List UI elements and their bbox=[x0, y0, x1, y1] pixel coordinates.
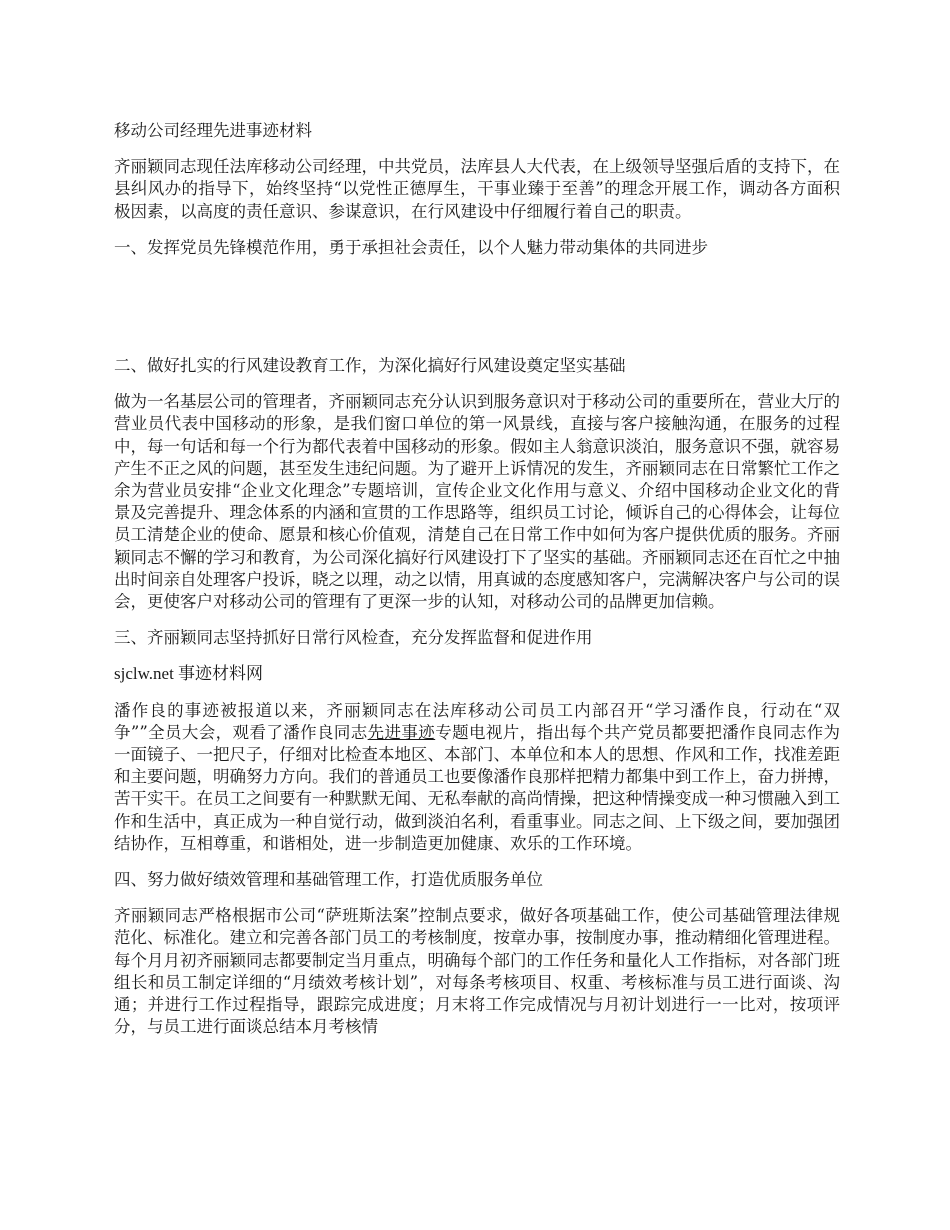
section-heading-1: 一、发挥党员先锋模范作用，勇于承担社会责任，以个人魅力带动集体的共同进步 bbox=[114, 237, 708, 257]
section-heading-3: 三、齐丽颖同志坚持抓好日常行风检查，充分发挥监督和促进作用 bbox=[114, 628, 593, 648]
section-heading-2: 二、做好扎实的行风建设教育工作，为深化搞好行风建设奠定坚实基础 bbox=[114, 356, 626, 376]
section-3-text-b: 专题电视片，指出每个共产党员都要把潘作良同志作为一面镜子、一把尺子，仔细对比检查本地区、本部门、本单位和本人的思想、作风和工作，找准差距和主要问题，明确努力方向。我们的普通员工也要像潘作良那样把精力都集中到工作上，奋力拼搏，苦干实干。在员工之间要有一种默默无闻、无私奉献的高尚情操，把这种情操变成一种习惯融入到工作和生活中，真正成为一种自觉行动，做到淡泊名利，看重事业。同志之间、上下级之间，要加强团结协作，互相尊重，和谐相处，进一步制造更加健康、欢乐的工作环境。 bbox=[114, 722, 841, 853]
section-heading-4: 四、努力做好绩效管理和基础管理工作，打造优质服务单位 bbox=[114, 870, 543, 890]
section-3-text-a: 潘作良的事迹被报道以来，齐丽颖同志在法库移动公司员工内部召开“学习潘作良，行动在“双争””全员大会，观看了潘作良同志 bbox=[114, 700, 840, 742]
section-4-paragraph: 齐丽颖同志严格根据市公司“萨班斯法案”控制点要求，做好各项基础工作，使公司基础管理法律规范化、标准化。建立和完善各部门员工的考核制度，按章办事，按制度办事，推动精细化管理进程。每个月月初齐丽颖同志都要制定当月重点，明确每个部门的工作任务和量化人工作指标，对各部门班组长和员工制定详细的“月绩效考核计划”，对每条考核项目、权重、考核标准与员工进行面谈、沟通；并进行工作过程指导，跟踪完成进度；月末将工作完成情况与月初计划进行一一比对，按项评分，与员工进行面谈总结本月考核情 bbox=[114, 906, 840, 1037]
section-3-paragraph bbox=[114, 700, 840, 855]
document-title: 移动公司经理先进事迹材料 bbox=[114, 121, 312, 140]
site-label: sjclw.net 事迹材料网 bbox=[114, 664, 264, 684]
advanced-deeds-link[interactable]: 先进事迹 bbox=[367, 722, 436, 742]
intro-paragraph: 齐丽颖同志现任法库移动公司经理，中共党员，法库县人大代表，在上级领导坚强后盾的支持下，在县纠风办的指导下，始终坚持“以党性正德厚生，干事业臻于至善”的理念开展工作，调动各方面积极因素，以高度的责任意识、参谋意识，在行风建设中仔细履行着自己的职责。 bbox=[114, 157, 840, 221]
document-page bbox=[114, 120, 840, 1053]
section-2-paragraph: 做为一名基层公司的管理者，齐丽颖同志充分认识到服务意识对于移动公司的重要所在，营业大厅的营业员代表中国移动的形象，是我们窗口单位的第一风景线，直接与客户接触沟通，在服务的过程中，每一句话和每一个行为都代表着中国移动的形象。假如主人翁意识淡泊，服务意识不强，就容易产生不正之风的问题，甚至发生违纪问题。为了避开上诉情况的发生，齐丽颖同志在日常繁忙工作之余为营业员安排“企业文化理念”专题培训，宣传企业文化作用与意义、介绍中国移动企业文化的背景及完善提升、理念体系的内涵和宣贯的工作思路等，组织员工讨论，倾诉自己的心得体会，让每位员工清楚企业的使命、愿景和核心价值观，清楚自己在日常工作中如何为客户提供优质的服务。齐丽颖同志不懈的学习和教育，为公司深化搞好行风建设打下了坚实的基础。齐丽颖同志还在百忙之中抽出时间亲自处理客户投诉，晓之以理，动之以情，用真诚的态度感知客户，完满解决客户与公司的误会，更使客户对移动公司的管理有了更深一步的认知，对移动公司的品牌更加信赖。 bbox=[114, 392, 840, 612]
